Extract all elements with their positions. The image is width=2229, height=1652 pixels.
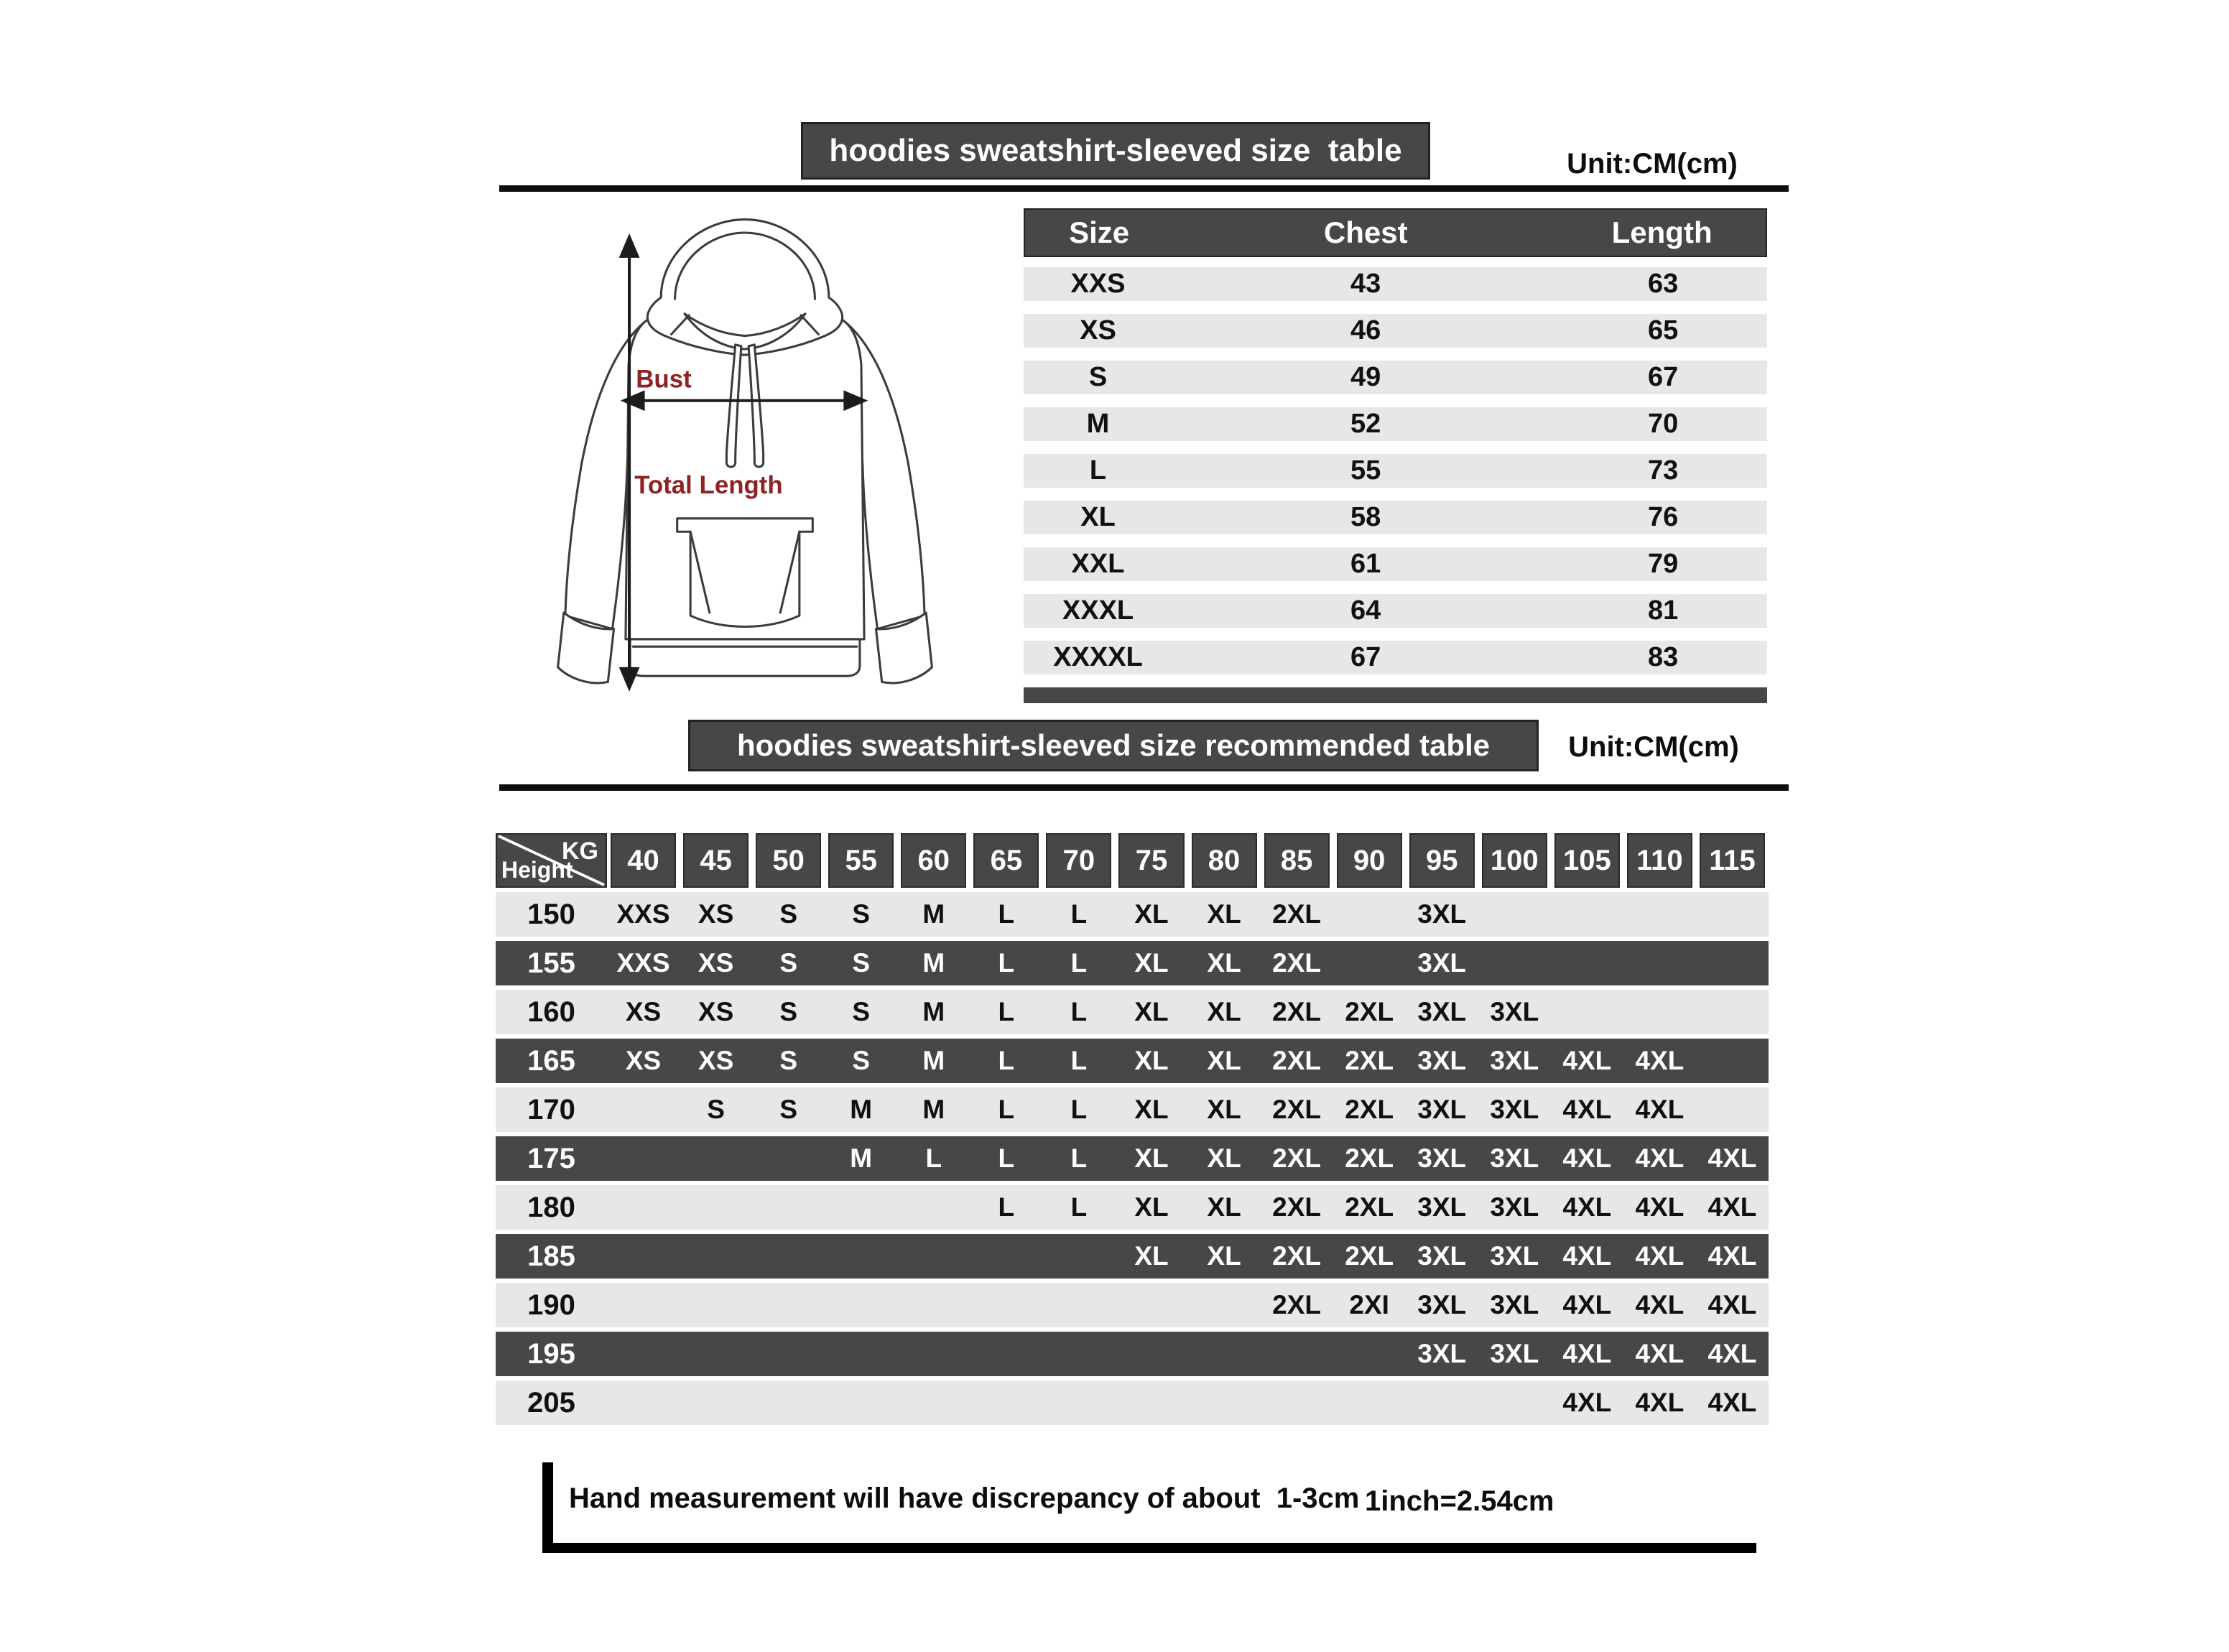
- recommended-size-cell: XL: [1207, 899, 1241, 929]
- recommended-size-cell: 2XL: [1272, 899, 1322, 929]
- height-label-cell: 165: [527, 1044, 575, 1077]
- recommended-size-cell: 2XL: [1272, 948, 1322, 978]
- chest-cell: 52: [1350, 409, 1381, 439]
- size-table-row: [1024, 267, 1767, 301]
- recommended-size-cell: XL: [1134, 1143, 1169, 1173]
- recommended-size-cell: XL: [1134, 1241, 1169, 1271]
- recommended-size-cell: XS: [625, 1046, 662, 1075]
- unit-label-top: Unit:CM(cm): [1567, 148, 1738, 180]
- recommended-size-cell: 3XL: [1490, 1192, 1539, 1222]
- recommended-size-cell: XL: [1207, 1046, 1241, 1075]
- divider-line-top: [499, 185, 1789, 192]
- recommended-size-cell: 4XL: [1562, 1046, 1612, 1075]
- recommended-size-cell: XS: [625, 997, 662, 1026]
- recommended-size-cell: 4XL: [1635, 1095, 1685, 1124]
- recommended-size-cell: 2XL: [1345, 997, 1394, 1026]
- recommended-size-cell: S: [779, 1095, 797, 1124]
- hoodie-hem: [630, 639, 860, 676]
- size-table-row: [1024, 594, 1767, 628]
- size-cell: XXXXL: [1053, 642, 1143, 672]
- recommended-size-cell: XL: [1134, 997, 1169, 1026]
- size-column-header: Size: [1069, 215, 1130, 249]
- weight-column: [1623, 833, 1696, 888]
- height-label-cell: 205: [527, 1386, 575, 1419]
- weight-header-cell: 60: [901, 833, 966, 888]
- matrix-row: [496, 1380, 1769, 1425]
- recommended-size-cell: 3XL: [1417, 1290, 1467, 1319]
- bust-label: Bust: [636, 365, 692, 394]
- size-cell: XS: [1080, 315, 1116, 345]
- weight-header-cell: 45: [683, 833, 749, 888]
- weight-column: [1261, 833, 1333, 888]
- recommended-size-cell: 4XL: [1707, 1241, 1757, 1271]
- recommended-size-cell: M: [850, 1143, 873, 1173]
- recommended-size-cell: 3XL: [1490, 1095, 1539, 1124]
- recommended-size-cell: 4XL: [1562, 1192, 1612, 1222]
- recommended-size-cell: 2XI: [1349, 1290, 1389, 1319]
- recommended-size-cell: 4XL: [1562, 1095, 1612, 1124]
- recommended-size-cell: L: [1070, 948, 1088, 978]
- recommended-size-cell: L: [1070, 1143, 1088, 1173]
- recommended-size-cell: 3XL: [1417, 1192, 1467, 1222]
- recommended-size-cell: S: [852, 997, 871, 1026]
- height-label-cell: 170: [527, 1093, 575, 1126]
- recommended-size-cell: XL: [1207, 948, 1241, 978]
- recommended-size-cell: 3XL: [1417, 1339, 1467, 1368]
- divider-line-bottom: [499, 784, 1789, 791]
- measurement-note: Hand measurement will have discrepancy of about 1-3cm: [569, 1482, 1360, 1514]
- matrix-row: [496, 1136, 1769, 1181]
- height-label-cell: 190: [527, 1289, 575, 1321]
- weight-column: [1115, 833, 1187, 888]
- weight-header-cell: 115: [1700, 833, 1765, 888]
- recommended-size-cell: 4XL: [1635, 1290, 1685, 1319]
- matrix-header-row: [496, 833, 1769, 888]
- weight-column: [825, 833, 897, 888]
- weight-column: [1478, 833, 1551, 888]
- recommended-size-cell: M: [922, 899, 945, 929]
- chest-cell: 58: [1350, 502, 1381, 532]
- size-table-row: [1024, 501, 1767, 534]
- length-cell: 70: [1647, 409, 1679, 439]
- recommended-size-cell: S: [852, 899, 871, 929]
- height-label-cell: 195: [527, 1337, 575, 1370]
- length-cell: 79: [1647, 549, 1679, 579]
- recommended-size-cell: 4XL: [1635, 1241, 1685, 1271]
- chest-cell: 55: [1350, 455, 1381, 486]
- recommended-size-cell: 2XL: [1272, 1241, 1322, 1271]
- size-table: [1024, 208, 1767, 703]
- recommended-size-cell: 3XL: [1417, 1095, 1467, 1124]
- length-cell: 73: [1647, 455, 1679, 486]
- recommended-size-cell: 3XL: [1417, 1143, 1467, 1173]
- recommended-size-cell: 3XL: [1490, 1290, 1539, 1319]
- recommended-size-cell: 4XL: [1635, 1339, 1685, 1368]
- note-bottom-bar: [542, 1543, 1756, 1553]
- recommended-size-cell: XL: [1134, 899, 1169, 929]
- recommended-size-cell: L: [925, 1143, 942, 1173]
- recommended-size-cell: XXS: [616, 948, 670, 978]
- recommended-size-cell: 3XL: [1417, 1046, 1467, 1075]
- matrix-row: [496, 1185, 1769, 1230]
- recommended-size-cell: L: [998, 899, 1015, 929]
- weight-header-cell: 40: [611, 833, 676, 888]
- recommended-table-title: hoodies sweatshirt-sleeved size recommended table: [688, 720, 1539, 771]
- height-label-cell: 150: [527, 898, 575, 930]
- recommended-size-cell: 4XL: [1707, 1339, 1757, 1368]
- matrix-row: [496, 990, 1769, 1034]
- recommended-size-cell: 3XL: [1490, 997, 1539, 1026]
- chest-cell: 67: [1350, 642, 1381, 672]
- recommended-size-cell: S: [779, 1046, 797, 1075]
- weight-header-cell: 65: [973, 833, 1039, 888]
- recommended-size-cell: L: [1070, 1192, 1088, 1222]
- recommended-size-cell: XL: [1207, 1241, 1241, 1271]
- recommended-size-cell: 4XL: [1635, 1192, 1685, 1222]
- recommended-size-cell: 2XL: [1272, 1046, 1322, 1075]
- length-cell: 67: [1647, 362, 1679, 392]
- total-length-label: Total Length: [634, 470, 783, 499]
- size-cell: S: [1088, 362, 1108, 392]
- recommended-size-cell: 3XL: [1417, 997, 1467, 1026]
- length-cell: 76: [1647, 502, 1679, 532]
- recommended-size-cell: XL: [1207, 1192, 1241, 1222]
- size-table-row: [1024, 547, 1767, 581]
- weight-column: [1696, 833, 1769, 888]
- height-label-cell: 175: [527, 1142, 575, 1174]
- weight-column: [1333, 833, 1406, 888]
- weight-column: [1188, 833, 1261, 888]
- recommended-size-cell: 2XL: [1272, 1290, 1322, 1319]
- matrix-corner-cell: [496, 833, 607, 888]
- recommended-size-cell: XS: [698, 997, 734, 1026]
- matrix-row: [496, 941, 1769, 985]
- recommended-size-cell: S: [852, 1046, 871, 1075]
- recommended-size-cell: XXS: [616, 899, 670, 929]
- size-table-row: [1024, 314, 1767, 348]
- recommended-size-cell: XS: [698, 948, 734, 978]
- recommended-size-cell: 3XL: [1417, 948, 1467, 978]
- recommended-size-cell: L: [998, 1192, 1015, 1222]
- recommended-size-cell: M: [850, 1095, 873, 1124]
- chest-cell: 43: [1350, 269, 1381, 299]
- recommended-size-cell: 3XL: [1490, 1339, 1539, 1368]
- weight-header-cell: 70: [1046, 833, 1111, 888]
- recommended-size-cell: L: [1070, 899, 1088, 929]
- weight-header-cell: 75: [1118, 833, 1184, 888]
- size-cell: XXXL: [1062, 595, 1134, 626]
- recommended-size-cell: XS: [698, 1046, 734, 1075]
- size-table-row: [1024, 641, 1767, 674]
- recommended-size-cell: 4XL: [1707, 1143, 1757, 1173]
- recommended-size-cell: S: [852, 948, 871, 978]
- weight-column: [970, 833, 1042, 888]
- weight-header-cell: 90: [1337, 833, 1402, 888]
- recommended-size-cell: L: [1070, 1095, 1088, 1124]
- recommended-size-cell: 3XL: [1417, 1241, 1467, 1271]
- recommended-size-cell: XL: [1207, 1143, 1241, 1173]
- recommended-size-cell: 2XL: [1345, 1241, 1394, 1271]
- chest-cell: 46: [1350, 315, 1381, 345]
- recommended-size-cell: 4XL: [1707, 1192, 1757, 1222]
- length-cell: 83: [1647, 642, 1679, 672]
- recommended-size-cell: M: [922, 1046, 945, 1075]
- weight-header-cell: 55: [828, 833, 894, 888]
- matrix-row: [496, 1234, 1769, 1279]
- recommended-size-cell: XL: [1207, 1095, 1241, 1124]
- recommended-size-cell: XL: [1134, 948, 1169, 978]
- recommended-size-cell: 2XL: [1272, 997, 1322, 1026]
- height-label-cell: 180: [527, 1191, 575, 1223]
- recommended-size-cell: L: [998, 1095, 1015, 1124]
- recommended-size-cell: M: [922, 997, 945, 1026]
- recommended-size-cell: 2XL: [1345, 1046, 1394, 1075]
- chest-column-header: Chest: [1323, 215, 1408, 249]
- recommended-size-cell: L: [998, 948, 1015, 978]
- recommended-size-cell: XS: [698, 899, 734, 929]
- recommended-size-cell: L: [1070, 1046, 1088, 1075]
- length-column-header: Length: [1611, 215, 1713, 249]
- weight-column: [1406, 833, 1478, 888]
- recommended-size-cell: S: [779, 997, 797, 1026]
- recommended-size-cell: M: [922, 948, 945, 978]
- recommended-size-cell: 2XL: [1272, 1143, 1322, 1173]
- recommended-size-cell: 2XL: [1345, 1192, 1394, 1222]
- recommended-size-cell: M: [922, 1095, 945, 1124]
- hoodie-pocket: [677, 519, 813, 627]
- recommended-size-cell: 2XL: [1272, 1095, 1322, 1124]
- matrix-row: [496, 1283, 1769, 1327]
- weight-header-cell: 50: [756, 833, 821, 888]
- recommended-size-cell: 4XL: [1562, 1388, 1612, 1417]
- size-table-title: hoodies sweatshirt-sleeved size table: [801, 122, 1430, 180]
- length-cell: 63: [1647, 269, 1679, 299]
- chest-cell: 61: [1350, 549, 1381, 579]
- unit-label-bottom: Unit:CM(cm): [1568, 731, 1739, 763]
- weight-column: [1551, 833, 1623, 888]
- recommended-size-cell: 2XL: [1272, 1192, 1322, 1222]
- recommended-size-cell: 4XL: [1562, 1339, 1612, 1368]
- corner-height-label: Height: [501, 857, 573, 883]
- recommended-size-cell: XL: [1134, 1095, 1169, 1124]
- weight-header-cell: 95: [1409, 833, 1475, 888]
- recommended-size-cell: 4XL: [1635, 1143, 1685, 1173]
- recommended-size-cell: XL: [1134, 1192, 1169, 1222]
- weight-header-cell: 80: [1192, 833, 1257, 888]
- hoodie-diagram: [523, 203, 967, 700]
- size-table-footer-bar: [1024, 687, 1767, 703]
- matrix-row: [496, 892, 1769, 937]
- recommended-size-cell: XL: [1207, 997, 1241, 1026]
- recommended-size-cell: 2XL: [1345, 1143, 1394, 1173]
- length-cell: 65: [1647, 315, 1679, 345]
- weight-header-cell: 110: [1627, 833, 1692, 888]
- matrix-row: [496, 1087, 1769, 1132]
- recommended-size-cell: S: [779, 948, 797, 978]
- weight-header-cell: 100: [1482, 833, 1547, 888]
- weight-column: [680, 833, 752, 888]
- size-cell: M: [1086, 409, 1110, 439]
- height-label-cell: 155: [527, 947, 575, 979]
- recommended-size-cell: S: [707, 1095, 725, 1124]
- chest-cell: 64: [1350, 595, 1381, 626]
- size-cell: XL: [1080, 502, 1116, 532]
- weight-column: [607, 833, 680, 888]
- weight-column: [1042, 833, 1115, 888]
- height-label-cell: 185: [527, 1240, 575, 1272]
- recommended-size-cell: L: [998, 1143, 1015, 1173]
- recommended-size-cell: L: [1070, 997, 1088, 1026]
- recommended-size-cell: 3XL: [1490, 1241, 1539, 1271]
- recommended-size-cell: L: [998, 1046, 1015, 1075]
- weight-column: [752, 833, 825, 888]
- height-label-cell: 160: [527, 996, 575, 1028]
- size-table-row: [1024, 407, 1767, 441]
- recommended-size-cell: 3XL: [1490, 1046, 1539, 1075]
- weight-header-cell: 85: [1264, 833, 1330, 888]
- weight-column: [897, 833, 970, 888]
- recommended-size-cell: 2XL: [1345, 1095, 1394, 1124]
- recommended-size-cell: 3XL: [1417, 899, 1467, 929]
- recommended-size-cell: 4XL: [1562, 1241, 1612, 1271]
- size-cell: L: [1089, 455, 1107, 486]
- length-cell: 81: [1647, 595, 1679, 626]
- recommended-size-matrix: [496, 833, 1769, 1425]
- recommended-size-cell: XL: [1134, 1046, 1169, 1075]
- matrix-row: [496, 1039, 1769, 1083]
- recommended-size-cell: 4XL: [1635, 1388, 1685, 1417]
- inch-conversion-note: 1inch=2.54cm: [1365, 1485, 1554, 1517]
- matrix-row: [496, 1332, 1769, 1376]
- size-table-row: [1024, 454, 1767, 488]
- size-table-header: [1024, 208, 1767, 257]
- recommended-size-cell: S: [779, 899, 797, 929]
- recommended-size-cell: 4XL: [1562, 1143, 1612, 1173]
- size-table-row: [1024, 361, 1767, 394]
- recommended-size-cell: 4XL: [1635, 1046, 1685, 1075]
- recommended-size-cell: 3XL: [1490, 1143, 1539, 1173]
- recommended-size-cell: 4XL: [1707, 1290, 1757, 1319]
- note-left-bar: [542, 1462, 553, 1544]
- size-cell: XXS: [1070, 269, 1126, 299]
- recommended-size-cell: 4XL: [1707, 1388, 1757, 1417]
- recommended-size-cell: 4XL: [1562, 1290, 1612, 1319]
- size-cell: XXL: [1071, 549, 1125, 579]
- corner-kg-label: KG: [562, 837, 598, 865]
- chest-cell: 49: [1350, 362, 1381, 392]
- weight-header-cell: 105: [1554, 833, 1620, 888]
- recommended-size-cell: L: [998, 997, 1015, 1026]
